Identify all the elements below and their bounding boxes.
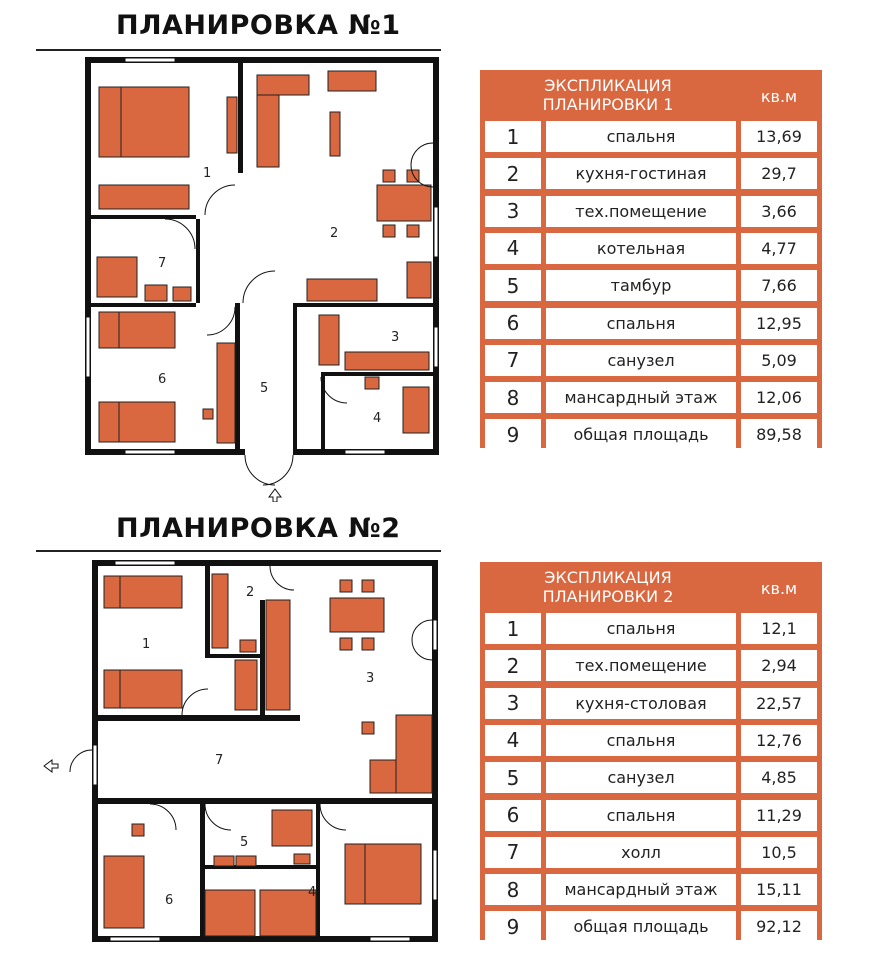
plan1-room-2: 2 [330, 226, 339, 241]
plan1-table-row-7-name: санузел [546, 345, 736, 376]
plan1-table-row-1-name: спальня [546, 121, 736, 152]
plan1-table-row-5-num: 5 [485, 270, 541, 301]
plan2-table-row-5-area: 4,85 [741, 762, 817, 793]
plan1-room-4: 4 [373, 411, 382, 426]
plan2-table-row-1-num: 1 [485, 613, 541, 644]
plan1-table-row-5-name: тамбур [546, 270, 736, 301]
plan2-table-row-7-area: 10,5 [741, 837, 817, 868]
plan1-table-row-6-area: 12,95 [741, 308, 817, 339]
plan2-room-6: 6 [165, 893, 174, 908]
plan2-table-row-7-num: 7 [485, 837, 541, 868]
plan2-table-row-5-num: 5 [485, 762, 541, 793]
plan2-room-3: 3 [366, 671, 375, 686]
plan2-room-1: 1 [142, 637, 151, 652]
plan2-floorplan [40, 560, 440, 950]
plan1-table-row-3-area: 3,66 [741, 196, 817, 227]
plan1-table-header-line1: ЭКСПЛИКАЦИЯ [544, 76, 672, 95]
plan1-title: ПЛАНИРОВКА №1 [116, 10, 401, 41]
plan1-table-row-4-name: котельная [546, 233, 736, 264]
plan1-table-row-2-name: кухня-гостиная [546, 158, 736, 189]
plan2-table-unit: кв.м [760, 579, 798, 598]
plan1-table-row-5-area: 7,66 [741, 270, 817, 301]
plan2-table-row-8-num: 8 [485, 874, 541, 905]
plan1-table-row-8-area: 12,06 [741, 382, 817, 413]
plan2-table-row-9-area: 92,12 [741, 911, 817, 942]
plan1-table-row-9-num: 9 [485, 419, 541, 450]
plan2-table-row-4-name: спальня [546, 725, 736, 756]
plan2-table-row-2-num: 2 [485, 650, 541, 681]
plan2-table-row-6-name: спальня [546, 800, 736, 831]
plan2-table-header-line2: ПЛАНИРОВКИ 2 [542, 587, 674, 606]
plan1-table-unit: кв.м [760, 87, 798, 106]
plan2-table-row-8-area: 15,11 [741, 874, 817, 905]
plan1-table-row-7-num: 7 [485, 345, 541, 376]
plan1-table-row-6-name: спальня [546, 308, 736, 339]
plan2-table-row-3-name: кухня-столовая [546, 688, 736, 719]
plan1-table-row-4-num: 4 [485, 233, 541, 264]
plan1-table-row-1-num: 1 [485, 121, 541, 152]
plan1-table-row-3-name: тех.помещение [546, 196, 736, 227]
plan1-explication-table [480, 70, 822, 448]
plan2-title: ПЛАНИРОВКА №2 [116, 513, 401, 544]
plan1-table-row-2-num: 2 [485, 158, 541, 189]
plan2-table-row-2-name: тех.помещение [546, 650, 736, 681]
plan2-table-row-4-num: 4 [485, 725, 541, 756]
plan1-table-row-8-num: 8 [485, 382, 541, 413]
plan1-room-7: 7 [158, 256, 167, 271]
plan2-table-row-9-name: общая площадь [546, 911, 736, 942]
plan2-table-row-7-name: холл [546, 837, 736, 868]
plan1-table-header-line2: ПЛАНИРОВКИ 1 [542, 95, 674, 114]
plan1-table-header [480, 76, 736, 114]
plan2-room-2: 2 [246, 585, 255, 600]
plan1-floorplan [85, 57, 445, 502]
plan2-room-4: 4 [308, 885, 317, 900]
plan1-table-row-7-area: 5,09 [741, 345, 817, 376]
plan2-title-rule [36, 550, 441, 552]
plan1-room-5: 5 [260, 381, 269, 396]
plan2-table-header [480, 568, 736, 606]
plan1-table-row-3-num: 3 [485, 196, 541, 227]
plan1-table-row-6-num: 6 [485, 308, 541, 339]
plan2-table-header-line1: ЭКСПЛИКАЦИЯ [544, 568, 672, 587]
plan2-explication-table [480, 562, 822, 940]
plan2-table-row-1-name: спальня [546, 613, 736, 644]
plan2-room-5: 5 [240, 835, 249, 850]
plan2-table-row-9-num: 9 [485, 911, 541, 942]
plan2-table-row-3-num: 3 [485, 688, 541, 719]
plan1-room-1: 1 [203, 166, 212, 181]
plan2-table-row-6-num: 6 [485, 800, 541, 831]
plan1-room-3: 3 [391, 330, 400, 345]
plan1-room-6: 6 [158, 372, 167, 387]
plan1-table-row-1-area: 13,69 [741, 121, 817, 152]
plan1-table-row-4-area: 4,77 [741, 233, 817, 264]
plan2-table-row-1-area: 12,1 [741, 613, 817, 644]
plan2-room-7: 7 [215, 753, 224, 768]
plan1-table-row-9-name: общая площадь [546, 419, 736, 450]
plan1-table-row-2-area: 29,7 [741, 158, 817, 189]
plan1-table-row-8-name: мансардный этаж [546, 382, 736, 413]
plan2-table-row-3-area: 22,57 [741, 688, 817, 719]
plan2-table-row-4-area: 12,76 [741, 725, 817, 756]
plan2-table-row-5-name: санузел [546, 762, 736, 793]
plan1-table-row-9-area: 89,58 [741, 419, 817, 450]
plan2-table-row-2-area: 2,94 [741, 650, 817, 681]
plan1-title-rule [36, 49, 441, 51]
plan2-table-row-8-name: мансардный этаж [546, 874, 736, 905]
plan2-table-row-6-area: 11,29 [741, 800, 817, 831]
